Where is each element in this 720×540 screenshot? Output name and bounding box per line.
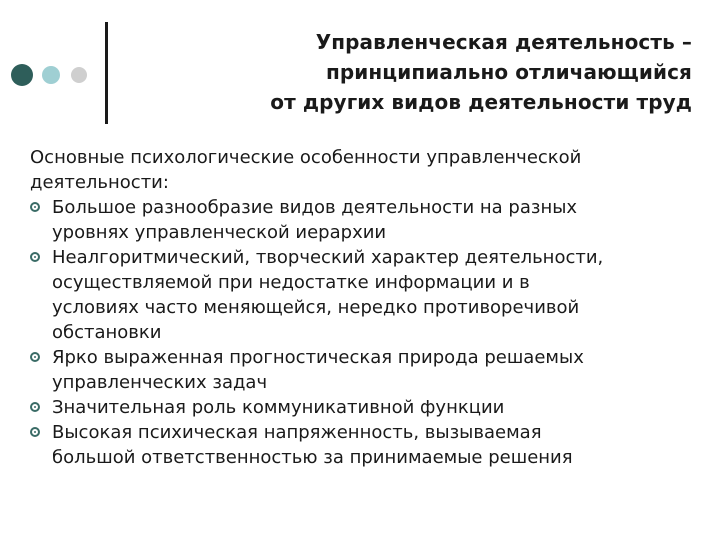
circle-bullet-icon: [30, 252, 40, 262]
bullet-line: обстановки: [52, 322, 162, 343]
title-line: принципиально отличающийся: [325, 60, 692, 84]
bullet-line: Высокая психическая напряженность, вызываемая: [52, 422, 542, 443]
intro-line: деятельности:: [30, 172, 169, 193]
bullet-line: большой ответственностью за принимаемые решения: [52, 447, 573, 468]
bullet-line: уровнях управленческой иерархии: [52, 222, 387, 243]
title-line: Управленческая деятельность –: [315, 30, 692, 54]
bullet-item: [30, 345, 700, 395]
decorative-dot-gray: [71, 67, 87, 83]
bullet-item: [30, 245, 700, 345]
bullet-line: Значительная роль коммуникативной функции: [52, 397, 505, 418]
slide-title: [132, 27, 692, 117]
circle-bullet-icon: [30, 402, 40, 412]
bullet-line: управленческих задач: [52, 372, 268, 393]
bullet-line: Неалгоритмический, творческий характер деятельности,: [52, 247, 604, 268]
bullet-item: [30, 395, 700, 420]
bullet-line: Ярко выраженная прогностическая природа решаемых: [52, 347, 584, 368]
title-divider: [105, 22, 108, 124]
circle-bullet-icon: [30, 427, 40, 437]
bullet-line: условиях часто меняющейся, нередко противоречивой: [52, 297, 580, 318]
bullet-list: [30, 195, 700, 470]
intro-line: Основные психологические особенности управленческой: [30, 147, 582, 168]
circle-bullet-icon: [30, 352, 40, 362]
decorative-dot-dark: [11, 64, 33, 86]
bullet-item: [30, 195, 700, 245]
slide-body: [30, 145, 700, 470]
bullet-line: Большое разнообразие видов деятельности на разных: [52, 197, 578, 218]
circle-bullet-icon: [30, 202, 40, 212]
bullet-line: осуществляемой при недостатке информации и в: [52, 272, 530, 293]
decorative-dot-light: [42, 66, 60, 84]
intro-text: [30, 145, 700, 195]
title-line: от других видов деятельности труд: [270, 90, 692, 114]
bullet-item: [30, 420, 700, 470]
